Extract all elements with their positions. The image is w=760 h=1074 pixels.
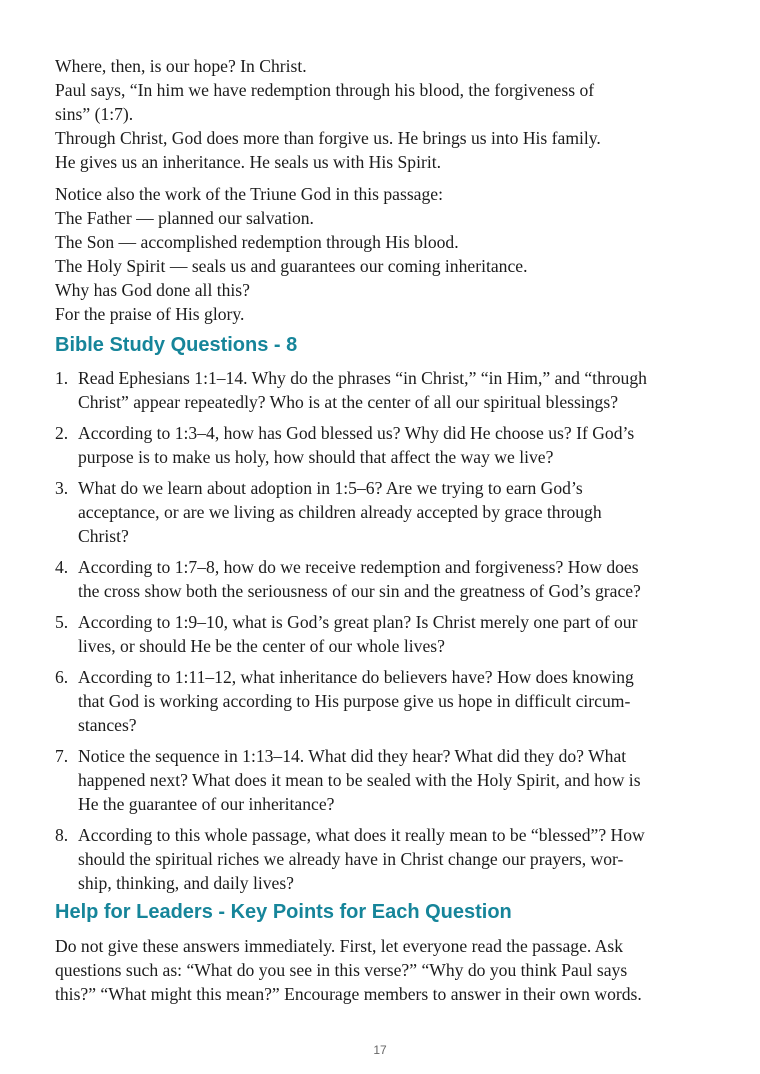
- question-line: should the spiritual riches we already have in Christ change our prayers, wor-: [78, 849, 624, 869]
- question-line: According to 1:11–12, what inheritance do believers have? How does knowing: [78, 667, 634, 687]
- question-item: [55, 744, 720, 816]
- question-line: purpose is to make us holy, how should that affect the way we live?: [78, 447, 554, 467]
- question-number: 1.: [55, 368, 69, 388]
- question-number: 5.: [55, 612, 69, 632]
- question-line: According to this whole passage, what does it really mean to be “blessed”? How: [78, 825, 645, 845]
- question-item: [55, 476, 720, 548]
- text-line: Where, then, is our hope? In Christ.: [55, 56, 307, 76]
- question-number: 4.: [55, 557, 69, 577]
- question-line: acceptance, or are we living as children already accepted by grace through: [78, 502, 602, 522]
- trinity-paragraph: [55, 182, 720, 326]
- questions-list: [55, 366, 720, 895]
- page-number: 17: [373, 1043, 387, 1057]
- leaders-paragraph: [55, 934, 720, 1006]
- text-line: Paul says, “In him we have redemption through his blood, the forgiveness of: [55, 80, 595, 100]
- text-line: He gives us an inheritance. He seals us with His Spirit.: [55, 152, 442, 172]
- section-heading-questions: Bible Study Questions - 8: [55, 334, 298, 356]
- question-item: [55, 421, 720, 469]
- question-item: [55, 610, 720, 658]
- question-item: [55, 665, 720, 737]
- question-number: 8.: [55, 825, 69, 845]
- question-line: Christ” appear repeatedly? Who is at the center of all our spiritual blessings?: [78, 392, 619, 412]
- question-line: What do we learn about adoption in 1:5–6? Are we trying to earn God’s: [78, 478, 583, 498]
- text-line: this?” “What might this mean?” Encourage members to answer in their own words.: [55, 984, 642, 1004]
- text-line: The Son — accomplished redemption through His blood.: [55, 232, 459, 252]
- text-line: sins” (1:7).: [55, 104, 134, 124]
- question-item: [55, 555, 720, 603]
- question-line: that God is working according to His purpose give us hope in difficult circum-: [78, 691, 631, 711]
- question-line: According to 1:3–4, how has God blessed us? Why did He choose us? If God’s: [78, 423, 635, 443]
- question-line: ship, thinking, and daily lives?: [78, 873, 294, 893]
- question-number: 2.: [55, 423, 69, 443]
- question-line: the cross show both the seriousness of our sin and the greatness of God’s grace?: [78, 581, 641, 601]
- text-line: The Holy Spirit — seals us and guarantees our coming inheritance.: [55, 256, 528, 276]
- text-line: Why has God done all this?: [55, 280, 250, 300]
- intro-paragraph: [55, 54, 720, 174]
- question-item: [55, 823, 720, 895]
- question-number: 6.: [55, 667, 69, 687]
- text-line: Do not give these answers immediately. First, let everyone read the passage. Ask: [55, 936, 624, 956]
- question-line: According to 1:7–8, how do we receive redemption and forgiveness? How does: [78, 557, 639, 577]
- question-line: happened next? What does it mean to be sealed with the Holy Spirit, and how is: [78, 770, 641, 790]
- text-line: Through Christ, God does more than forgive us. He brings us into His family.: [55, 128, 601, 148]
- question-line: Notice the sequence in 1:13–14. What did they hear? What did they do? What: [78, 746, 627, 766]
- question-line: lives, or should He be the center of our whole lives?: [78, 636, 445, 656]
- question-number: 7.: [55, 746, 69, 766]
- section-heading-leaders: Help for Leaders - Key Points for Each Question: [55, 901, 512, 923]
- question-line: Christ?: [78, 526, 129, 546]
- page-content: [55, 54, 720, 1006]
- question-line: According to 1:9–10, what is God’s great plan? Is Christ merely one part of our: [78, 612, 638, 632]
- text-line: questions such as: “What do you see in this verse?” “Why do you think Paul says: [55, 960, 628, 980]
- question-line: Read Ephesians 1:1–14. Why do the phrases “in Christ,” “in Him,” and “through: [78, 368, 647, 388]
- question-number: 3.: [55, 478, 69, 498]
- question-item: [55, 366, 720, 414]
- text-line: Notice also the work of the Triune God in this passage:: [55, 184, 443, 204]
- question-line: stances?: [78, 715, 137, 735]
- question-line: He the guarantee of our inheritance?: [78, 794, 335, 814]
- text-line: For the praise of His glory.: [55, 304, 245, 324]
- text-line: The Father — planned our salvation.: [55, 208, 314, 228]
